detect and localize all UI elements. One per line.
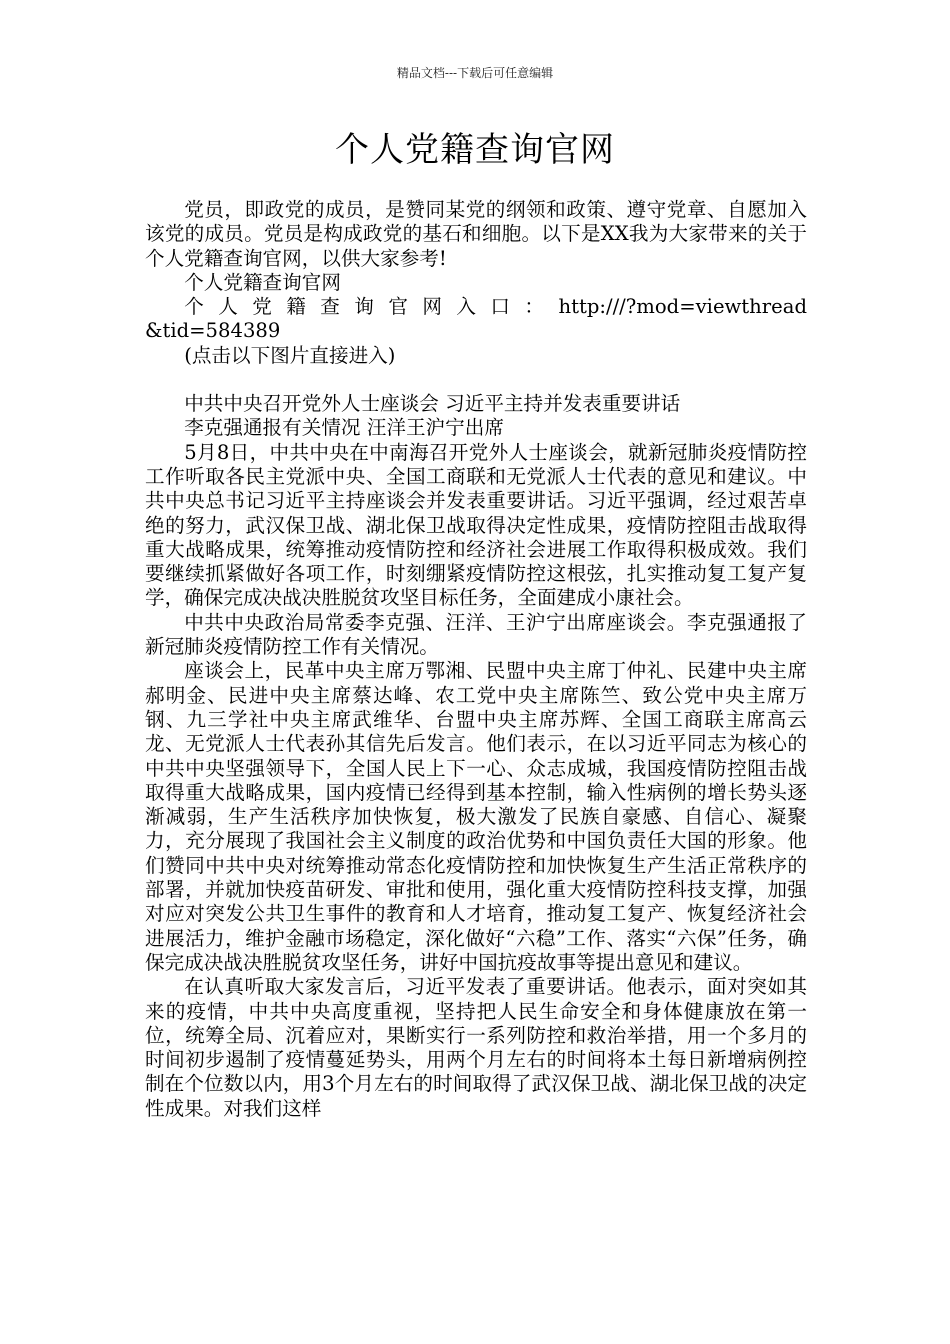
url-link[interactable]: http:///?mod=viewthread&tid=584389	[145, 295, 807, 343]
news-headline-2: 李克强通报有关情况 汪洋王沪宁出席	[184, 416, 504, 440]
news-headline-1: 中共中央召开党外人士座谈会 习近平主持并发表重要讲话	[184, 392, 681, 416]
url-label: 个人党籍查询官网入口：	[184, 295, 559, 319]
document-body	[145, 198, 807, 1121]
document-title: 个人党籍查询官网	[335, 130, 615, 170]
paragraph-1: 5月8日，中共中央在中南海召开党外人士座谈会，就新冠肺炎疫情防控工作听取各民主党派中央、全国工商联和无党派人士代表的意见和建议。中共中央总书记习近平主持座谈会并发表重要讲话。习近平强调，经过艰苦卓绝的努力，武汉保卫战、湖北保卫战取得决定性成果，疫情防控阻击战取得重大战略成果，统筹推动疫情防控和经济社会进展工作取得积极成效。我们要继续抓紧做好各项工作，时刻绷紧疫情防控这根弦，扎实推动复工复产复学，确保完成决战决胜脱贫攻坚目标任务，全面建成小康社会。	[145, 440, 807, 610]
url-line	[145, 295, 807, 344]
paragraph-4: 在认真听取大家发言后，习近平发表了重要讲话。他表示，面对突如其来的疫情，中共中央高度重视，坚持把人民生命安全和身体健康放在第一位，统筹全局、沉着应对，果断实行一系列防控和救治举措，用一个多月的时间初步遏制了疫情蔓延势头，用两个月左右的时间将本土每日新增病例控制在个位数以内，用3个月左右的时间取得了武汉保卫战、湖北保卫战的决定性成果。对我们这样	[145, 975, 807, 1120]
paragraph-3: 座谈会上，民革中央主席万鄂湘、民盟中央主席丁仲礼、民建中央主席郝明金、民进中央主席蔡达峰、农工党中央主席陈竺、致公党中央主席万钢、九三学社中央主席武维华、台盟中央主席苏辉、全国工商联主席高云龙、无党派人士代表孙其信先后发言。他们表示，在以习近平同志为核心的中共中央坚强领导下，全国人民上下一心、众志成城，我国疫情防控阻击战取得重大战略成果，国内疫情已经得到基本控制，输入性病例的增长势头逐渐减弱，生产生活秩序加快恢复，极大激发了民族自豪感、自信心、凝聚力，充分展现了我国社会主义制度的政治优势和中国负责任大国的形象。他们赞同中共中央对统筹推动常态化疫情防控和加快恢复生产生活正常秩序的部署，并就加快疫苗研发、审批和使用，强化重大疫情防控科技支撑，加强对应对突发公共卫生事件的教育和人才培育，推动复工复产、恢复经济社会进展活力，维护金融市场稳定，深化做好“六稳”工作、落实“六保”任务，确保完成决战决胜脱贫攻坚任务，讲好中国抗疫故事等提出意见和建议。	[145, 659, 807, 974]
page-header-note: 精品文档---下载后可任意编辑	[396, 66, 554, 80]
subheading: 个人党籍查询官网	[184, 270, 341, 294]
paragraph-2: 中共中央政治局常委李克强、汪洋、王沪宁出席座谈会。李克强通报了新冠肺炎疫情防控工作有关情况。	[145, 610, 807, 659]
intro-paragraph: 党员，即政党的成员，是赞同某党的纲领和政策、遵守党章、自愿加入该党的成员。党员是构成政党的基石和细胞。以下是XX我为大家带来的关于个人党籍查询官网，以供大家参考!	[145, 198, 807, 270]
click-note: (点击以下图片直接进入)	[184, 343, 396, 367]
